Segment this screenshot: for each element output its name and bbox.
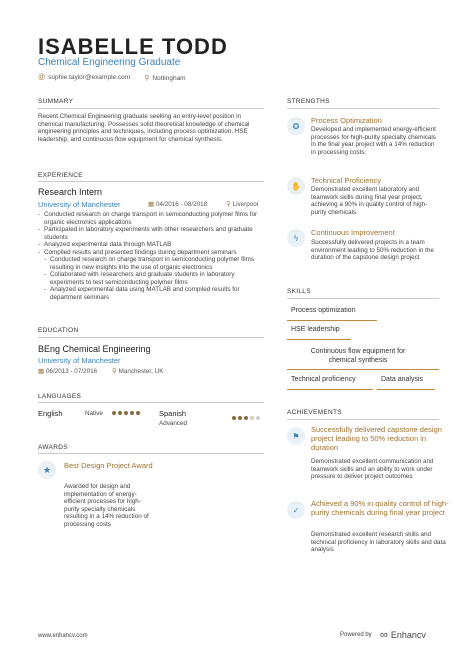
brand-logo[interactable]: ∞ Enhancv bbox=[380, 629, 426, 641]
education-degree: BEng Chemical Engineering bbox=[38, 344, 151, 354]
section-heading-languages: LANGUAGES bbox=[38, 393, 82, 400]
section-heading-skills: SKILLS bbox=[287, 288, 311, 295]
language-proficiency-dots bbox=[112, 411, 140, 415]
skill-underline bbox=[287, 389, 373, 390]
experience-bullets bbox=[38, 211, 264, 301]
candidate-title: Chemical Engineering Graduate bbox=[38, 57, 181, 68]
section-heading-experience: EXPERIENCE bbox=[38, 172, 83, 179]
strength-description: Demonstrated excellent laboratory and teamwork skills during final year project, achieving a 90% in quality control of high-purity chemicals bbox=[311, 186, 428, 216]
divider bbox=[287, 419, 439, 420]
award-ribbon-icon: ✪ bbox=[287, 117, 305, 135]
language-proficiency-dots bbox=[232, 416, 260, 420]
experience-bullet: - Analyzed experimental data using MATLAB and compiled results for department seminars bbox=[38, 286, 264, 301]
skill-underline bbox=[287, 320, 377, 321]
star-icon: ★ bbox=[38, 461, 56, 479]
candidate-name: ISABELLE TODD bbox=[38, 34, 228, 59]
strength-description: Developed and implemented energy-efficient processes for high-purity specialty chemicals in the final year project with a 14% reduction in processing costs. bbox=[311, 126, 436, 156]
proficiency-dot-empty bbox=[250, 416, 254, 420]
proficiency-dot-empty bbox=[256, 416, 260, 420]
proficiency-dot-filled bbox=[112, 411, 116, 415]
skill-tag: Process optimization bbox=[291, 307, 356, 314]
proficiency-dot-filled bbox=[130, 411, 134, 415]
strength-title: Process Optimization bbox=[311, 116, 382, 125]
achievement-title: Achieved a 90% in quality control of high-purity chemicals during final year project bbox=[311, 499, 449, 517]
at-icon: @ bbox=[38, 74, 46, 81]
divider bbox=[38, 181, 264, 182]
experience-bullet: - Conducted research on charge transport in semiconducting polymer films for organic electronics applications bbox=[38, 211, 264, 226]
location-pin-icon: ⚲ bbox=[144, 75, 150, 82]
education-school: University of Manchester bbox=[38, 356, 121, 365]
skill-tag: Technical proficiency bbox=[291, 376, 356, 383]
location-pin-icon: ⚲ bbox=[112, 368, 117, 375]
education-location: ⚲ Manchester, UK bbox=[112, 368, 164, 375]
divider bbox=[38, 337, 264, 338]
contact-location: ⚲ Nottingham bbox=[144, 75, 186, 82]
divider bbox=[38, 453, 264, 454]
divider bbox=[38, 108, 264, 109]
divider bbox=[38, 402, 264, 403]
section-heading-achievements: ACHIEVEMENTS bbox=[287, 409, 342, 416]
summary-text: Recent Chemical Engineering graduate seeking an entry-level position in chemical manufacturing. Possesses solid theoretical knowledge of chemical engineering principles and techniques, including process optimization, HSE leadership, and continuous flow equipment for chemical synthesis. bbox=[38, 113, 250, 143]
lightning-icon: ϟ bbox=[287, 229, 305, 247]
experience-bullet: - Participated in laboratory experiments with other researchers and graduate students bbox=[38, 226, 264, 241]
language-level: Native bbox=[85, 410, 103, 417]
proficiency-dot-filled bbox=[136, 411, 140, 415]
language-level: Advanced bbox=[159, 420, 188, 427]
infinity-logo-icon: ∞ bbox=[380, 629, 388, 641]
experience-bullet: - Analyzed experimental data through MATLAB bbox=[38, 241, 264, 249]
experience-bullet: - Conducted research on charge transport in semiconducting polymer films resulting in new insights into the use of organic electronics bbox=[38, 256, 264, 271]
thumbs-up-icon: ✋ bbox=[287, 177, 305, 195]
award-title: Best Design Project Award bbox=[64, 461, 153, 470]
skill-underline bbox=[377, 389, 435, 390]
job-dates: ▦ 04/2016 - 08/2018 bbox=[148, 201, 208, 208]
section-heading-awards: AWARDS bbox=[38, 444, 68, 451]
contact-email[interactable]: @ sophie.taylor@example.com bbox=[38, 74, 131, 81]
proficiency-dot-filled bbox=[238, 416, 242, 420]
proficiency-dot-filled bbox=[118, 411, 122, 415]
education-dates: ▦ 06/2013 - 07/2016 bbox=[38, 368, 98, 375]
language-name: English bbox=[38, 409, 63, 418]
achievement-description: Demonstrated excellent communication and teamwork skills and an ability to work under pressure to deliver project outcomes bbox=[311, 458, 434, 481]
contact-row bbox=[38, 74, 186, 82]
proficiency-dot-filled bbox=[232, 416, 236, 420]
skill-tag: Data analysis bbox=[381, 376, 424, 383]
skill-underline bbox=[287, 369, 439, 370]
language-name: Spanish bbox=[159, 409, 187, 418]
section-heading-education: EDUCATION bbox=[38, 327, 79, 334]
proficiency-dot-filled bbox=[124, 411, 128, 415]
proficiency-dot-filled bbox=[244, 416, 248, 420]
flag-icon: ⚑ bbox=[287, 427, 305, 445]
strength-title: Technical Proficiency bbox=[311, 176, 382, 185]
check-circle-icon: ✓ bbox=[287, 501, 305, 519]
experience-bullet: - Collaborated with researchers and graduate students in laboratory experiments to test semiconducting polymer films bbox=[38, 271, 264, 286]
job-title: Research Intern bbox=[38, 187, 103, 197]
footer-powered-by: Powered by bbox=[340, 632, 372, 638]
skill-tag: Continuous flow equipment for chemical synthesis bbox=[310, 348, 406, 364]
calendar-icon: ▦ bbox=[38, 368, 44, 375]
skill-tag: HSE leadership bbox=[291, 326, 340, 333]
achievement-title: Successfully delivered capstone design project leading to 50% reduction in duration bbox=[311, 425, 442, 452]
footer-url[interactable]: www.enhancv.com bbox=[38, 633, 88, 639]
location-pin-icon: ⚲ bbox=[226, 201, 231, 208]
divider bbox=[287, 298, 439, 299]
skill-underline bbox=[287, 339, 351, 340]
calendar-icon: ▦ bbox=[148, 201, 154, 208]
job-company: University of Manchester bbox=[38, 200, 121, 209]
strength-description: Successfully delivered projects in a team environment leading to 50% reduction in the duration of the capstone design project bbox=[311, 239, 434, 262]
achievement-description: Demonstrated excellent research skills and technical proficiency in laboratory skills and data analysis bbox=[311, 531, 446, 554]
section-heading-strengths: STRENGTHS bbox=[287, 98, 330, 105]
award-description: Awarded for design and implementation of energy-efficient processes for high-purity specialty chemicals resulting in a 14% reduction of processing costs bbox=[64, 483, 149, 528]
experience-bullet: - Compiled results and presented findings during department seminars bbox=[38, 249, 264, 257]
strength-title: Continuous Improvement bbox=[311, 228, 395, 237]
job-location: ⚲ Liverpool bbox=[226, 201, 259, 208]
section-heading-summary: SUMMARY bbox=[38, 98, 74, 105]
divider bbox=[287, 108, 439, 109]
